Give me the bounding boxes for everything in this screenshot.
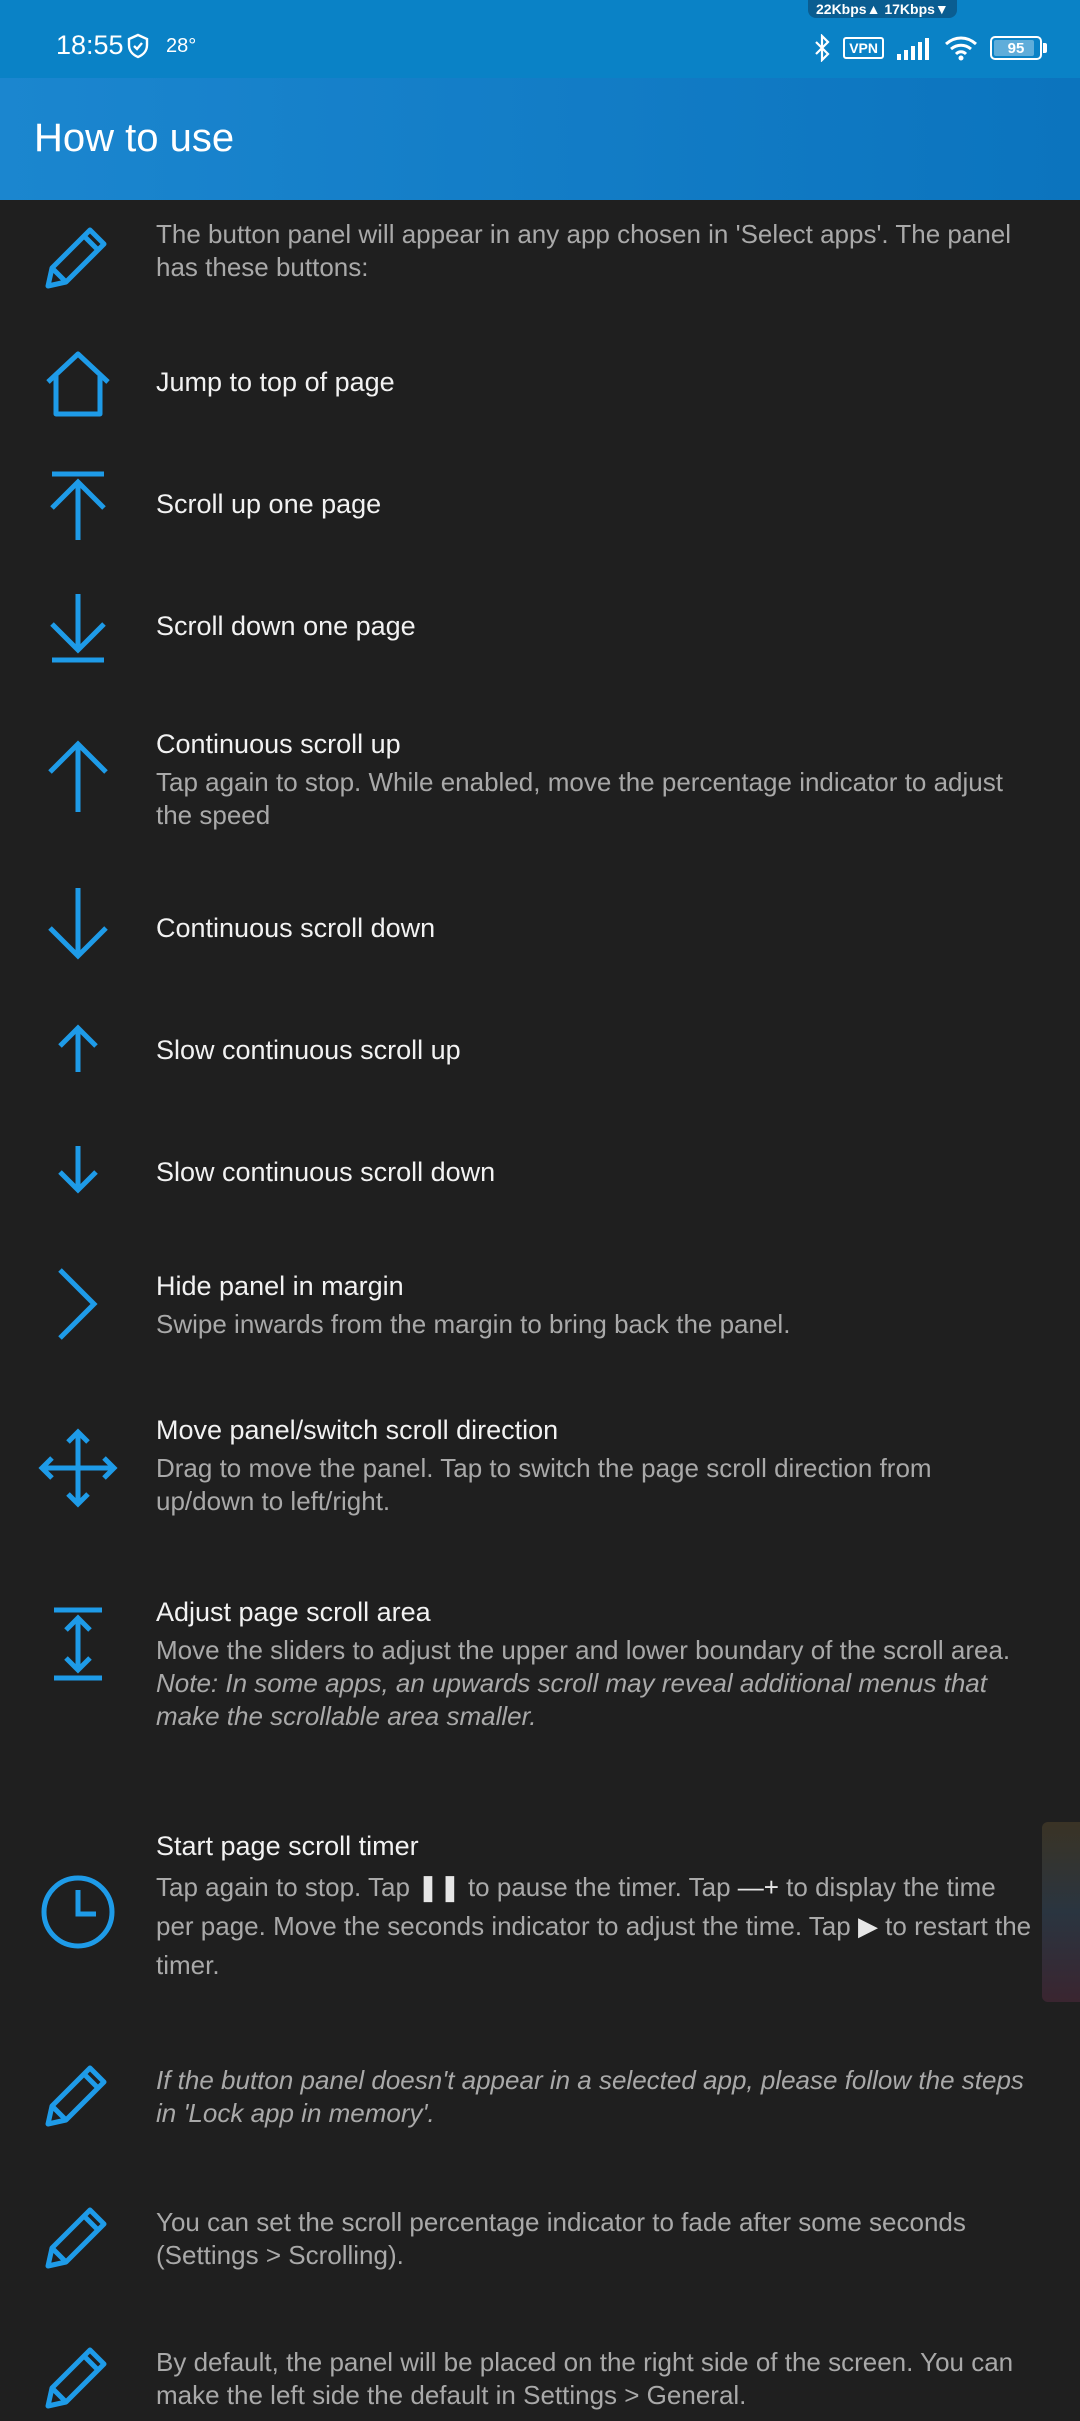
item-title: Continuous scroll down [156,913,436,943]
chevron-right-icon [38,1264,118,1344]
net-down-speed: 17Kbps [884,1,935,17]
item-title: Scroll up one page [156,489,382,519]
pencil-icon [38,2196,118,2276]
bluetooth-icon [813,34,831,62]
vpn-badge: VPN [843,37,884,59]
net-up-speed: 22Kbps [816,1,867,17]
item-description: By default, the panel will be placed on the right side of the screen. You can make the left side the default in Settings > General. [156,2347,1014,2410]
item-title: Hide panel in margin [156,1271,404,1301]
shield-icon [126,33,150,59]
play-icon: ▶ [857,1911,878,1941]
page-title: How to use [34,116,235,160]
item-title: Scroll down one page [156,611,416,641]
battery-level: 95 [1007,39,1025,57]
panel-edge-handle[interactable] [1042,1822,1080,2002]
arrow-up-icon [38,736,118,816]
item-title: Continuous scroll up [156,729,401,759]
item-note: Note: In some apps, an upwards scroll may reveal additional menus that make the scrollable area smaller. [156,1668,987,1731]
clock-icon [38,1872,118,1952]
item-description: Swipe inwards from the margin to bring back the panel. [156,1309,791,1339]
pencil-icon [38,2336,118,2416]
scroll-area-icon [38,1604,118,1684]
item-description [156,1868,1036,1985]
pencil-icon [38,216,118,296]
move-icon [38,1428,118,1508]
pause-icon: ❚❚ [417,1872,461,1902]
item-title: Move panel/switch scroll direction [156,1415,559,1445]
item-description: You can set the scroll percentage indicator to fade after some seconds (Settings > Scrolling). [156,2207,966,2270]
item-title: Slow continuous scroll down [156,1157,496,1187]
app-bar [0,78,1080,200]
item-description: The button panel will appear in any app chosen in 'Select apps'. The panel has these buttons: [156,219,1012,282]
item-note: If the button panel doesn't appear in a selected app, please follow the steps in 'Lock app in memory'. [156,2065,1024,2128]
timer-text-part: to restart the timer. [156,1911,1032,1980]
battery-indicator [990,36,1042,60]
arrow-down-to-bar-icon [38,588,118,668]
status-temperature: 28° [166,35,197,57]
signal-icon [896,36,932,60]
item-description: Move the sliders to adjust the upper and lower boundary of the scroll area. [156,1635,1011,1665]
timer-text-part: Tap again to stop. Tap [156,1872,418,1902]
home-icon [38,344,118,424]
arrow-up-to-bar-icon [38,466,118,546]
timer-text-part: to pause the timer. Tap [460,1872,738,1902]
small-arrow-down-icon [38,1130,118,1210]
item-description: Tap again to stop. While enabled, move the percentage indicator to adjust the speed [156,767,1003,830]
status-icons [813,34,1042,62]
small-arrow-up-icon [38,1008,118,1088]
minus-plus-icon: —+ [737,1872,779,1902]
status-time: 18:55 [56,30,124,60]
timer-text-part: to display the time per page. Move the seconds indicator to adjust the time. Tap [156,1872,996,1941]
wifi-icon [944,35,978,61]
status-bar [0,0,1080,78]
item-title: Jump to top of page [156,367,395,397]
item-title: Start page scroll timer [156,1831,419,1861]
pencil-icon [38,2054,118,2134]
item-title: Adjust page scroll area [156,1597,431,1627]
arrow-down-icon [38,884,118,964]
item-description: Drag to move the panel. Tap to switch the page scroll direction from up/down to left/right. [156,1453,932,1516]
network-speed: 22Kbps▲ 17Kbps▼ [808,0,957,18]
item-title: Slow continuous scroll up [156,1035,461,1065]
